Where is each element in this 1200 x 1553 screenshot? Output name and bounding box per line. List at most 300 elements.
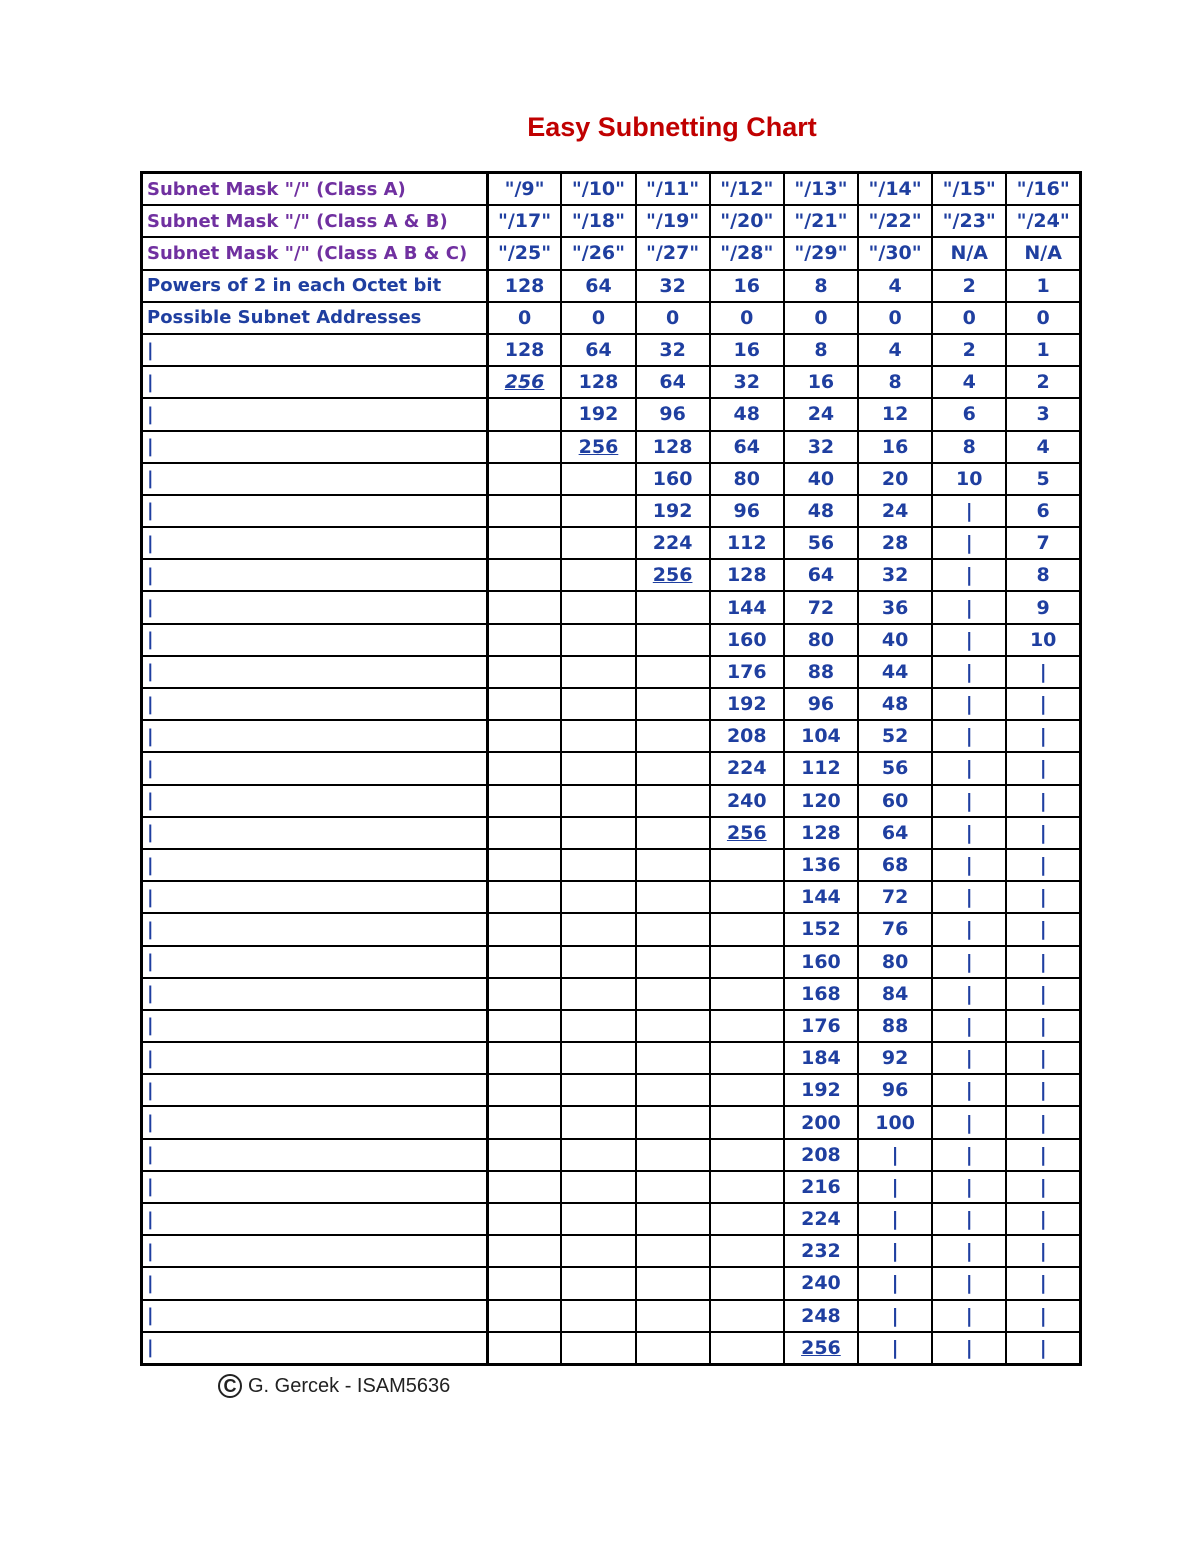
- table-cell: "/13": [784, 173, 858, 206]
- table-cell: 64: [636, 366, 710, 398]
- table-cell: 256: [636, 559, 710, 591]
- table-cell: 8: [784, 270, 858, 302]
- table-cell: [710, 913, 784, 945]
- table-cell: |: [1006, 817, 1080, 849]
- table-cell: 232: [784, 1235, 858, 1267]
- table-cell: 8: [932, 431, 1006, 463]
- table-cell: 80: [858, 946, 932, 978]
- row-label: |: [142, 1139, 488, 1171]
- table-row: [142, 495, 1081, 527]
- table-row: [142, 1074, 1081, 1106]
- table-cell: 144: [710, 591, 784, 623]
- table-cell: [487, 1139, 561, 1171]
- table-cell: |: [1006, 688, 1080, 720]
- table-cell: [487, 495, 561, 527]
- table-cell: |: [932, 720, 1006, 752]
- table-cell: 176: [784, 1010, 858, 1042]
- table-cell: 256: [784, 1332, 858, 1365]
- table-row: [142, 849, 1081, 881]
- row-label: |: [142, 688, 488, 720]
- table-cell: [561, 1332, 635, 1365]
- table-cell: [561, 849, 635, 881]
- table-cell: 6: [932, 398, 1006, 430]
- table-cell: "/14": [858, 173, 932, 206]
- table-cell: 68: [858, 849, 932, 881]
- table-cell: 28: [858, 527, 932, 559]
- table-cell: 224: [784, 1203, 858, 1235]
- table-cell: "/22": [858, 205, 932, 237]
- table-cell: [487, 1074, 561, 1106]
- table-cell: [487, 624, 561, 656]
- table-cell: 4: [932, 366, 1006, 398]
- table-cell: [487, 1203, 561, 1235]
- table-row: [142, 431, 1081, 463]
- row-label: |: [142, 913, 488, 945]
- table-cell: [710, 1139, 784, 1171]
- table-row: [142, 688, 1081, 720]
- table-cell: |: [1006, 913, 1080, 945]
- row-label: |: [142, 624, 488, 656]
- table-cell: 208: [710, 720, 784, 752]
- table-cell: |: [1006, 946, 1080, 978]
- table-cell: 192: [784, 1074, 858, 1106]
- table-row: [142, 559, 1081, 591]
- table-cell: |: [858, 1139, 932, 1171]
- table-cell: 48: [710, 398, 784, 430]
- table-cell: [487, 1235, 561, 1267]
- table-row: [142, 817, 1081, 849]
- table-cell: [561, 720, 635, 752]
- table-cell: "/11": [636, 173, 710, 206]
- table-row: [142, 463, 1081, 495]
- table-cell: [561, 817, 635, 849]
- table-cell: |: [1006, 785, 1080, 817]
- table-cell: [636, 1267, 710, 1299]
- table-cell: "/29": [784, 237, 858, 269]
- table-cell: [636, 624, 710, 656]
- table-cell: 2: [932, 334, 1006, 366]
- table-cell: 224: [636, 527, 710, 559]
- table-cell: 60: [858, 785, 932, 817]
- table-cell: 96: [636, 398, 710, 430]
- table-cell: [636, 1235, 710, 1267]
- table-cell: [487, 1332, 561, 1365]
- table-cell: "/24": [1006, 205, 1080, 237]
- table-cell: |: [1006, 1171, 1080, 1203]
- table-cell: |: [1006, 1300, 1080, 1332]
- table-cell: 248: [784, 1300, 858, 1332]
- table-cell: 0: [561, 302, 635, 334]
- table-cell: "/19": [636, 205, 710, 237]
- table-cell: [487, 785, 561, 817]
- table-cell: |: [932, 946, 1006, 978]
- table-cell: [487, 817, 561, 849]
- table-row: [142, 720, 1081, 752]
- row-label: |: [142, 785, 488, 817]
- table-cell: 92: [858, 1042, 932, 1074]
- table-cell: 120: [784, 785, 858, 817]
- table-cell: 10: [932, 463, 1006, 495]
- table-cell: 224: [710, 752, 784, 784]
- table-cell: [710, 1042, 784, 1074]
- row-label: |: [142, 398, 488, 430]
- table-cell: |: [932, 1106, 1006, 1138]
- table-cell: "/12": [710, 173, 784, 206]
- row-label: |: [142, 881, 488, 913]
- table-cell: [710, 1267, 784, 1299]
- table-cell: |: [932, 624, 1006, 656]
- table-cell: [636, 946, 710, 978]
- table-cell: |: [932, 1074, 1006, 1106]
- copyright-notice: [218, 1374, 450, 1398]
- table-cell: [636, 1074, 710, 1106]
- table-cell: |: [932, 1267, 1006, 1299]
- table-cell: 5: [1006, 463, 1080, 495]
- table-cell: |: [932, 688, 1006, 720]
- row-label: |: [142, 334, 488, 366]
- table-row: [142, 237, 1081, 269]
- table-cell: [636, 978, 710, 1010]
- table-row: [142, 785, 1081, 817]
- table-row: [142, 527, 1081, 559]
- table-cell: [561, 1171, 635, 1203]
- table-cell: 0: [636, 302, 710, 334]
- table-cell: |: [1006, 849, 1080, 881]
- table-cell: 200: [784, 1106, 858, 1138]
- table-cell: "/15": [932, 173, 1006, 206]
- table-cell: 44: [858, 656, 932, 688]
- row-label: |: [142, 463, 488, 495]
- table-cell: 176: [710, 656, 784, 688]
- table-cell: [487, 463, 561, 495]
- table-cell: |: [932, 527, 1006, 559]
- table-cell: N/A: [932, 237, 1006, 269]
- table-cell: 7: [1006, 527, 1080, 559]
- table-cell: 0: [858, 302, 932, 334]
- row-label: |: [142, 720, 488, 752]
- table-cell: 96: [858, 1074, 932, 1106]
- table-cell: 256: [487, 366, 561, 398]
- table-cell: [561, 591, 635, 623]
- table-cell: [561, 1203, 635, 1235]
- table-cell: [561, 752, 635, 784]
- table-cell: [487, 1267, 561, 1299]
- table-cell: 32: [710, 366, 784, 398]
- table-cell: "/10": [561, 173, 635, 206]
- table-cell: [710, 1235, 784, 1267]
- table-cell: 40: [784, 463, 858, 495]
- table-cell: [710, 1171, 784, 1203]
- table-cell: "/20": [710, 205, 784, 237]
- table-cell: 16: [710, 334, 784, 366]
- table-cell: N/A: [1006, 237, 1080, 269]
- table-cell: 32: [784, 431, 858, 463]
- table-cell: [487, 591, 561, 623]
- subnetting-table: [140, 171, 1082, 1366]
- table-row: [142, 270, 1081, 302]
- row-label: Possible Subnet Addresses: [142, 302, 488, 334]
- table-cell: |: [858, 1267, 932, 1299]
- table-cell: [710, 1203, 784, 1235]
- table-row: [142, 1139, 1081, 1171]
- table-cell: [561, 624, 635, 656]
- table-cell: 4: [858, 270, 932, 302]
- table-cell: [636, 1042, 710, 1074]
- table-cell: |: [932, 913, 1006, 945]
- table-cell: |: [1006, 1332, 1080, 1365]
- table-cell: |: [858, 1203, 932, 1235]
- table-row: [142, 398, 1081, 430]
- table-cell: [710, 1300, 784, 1332]
- table-cell: 4: [1006, 431, 1080, 463]
- table-row: [142, 1106, 1081, 1138]
- table-cell: |: [932, 591, 1006, 623]
- row-label: |: [142, 978, 488, 1010]
- table-cell: "/23": [932, 205, 1006, 237]
- table-cell: "/18": [561, 205, 635, 237]
- table-cell: 52: [858, 720, 932, 752]
- table-cell: 56: [858, 752, 932, 784]
- table-cell: 104: [784, 720, 858, 752]
- row-label: |: [142, 431, 488, 463]
- table-cell: |: [1006, 978, 1080, 1010]
- table-cell: "/25": [487, 237, 561, 269]
- table-cell: |: [858, 1171, 932, 1203]
- table-cell: 16: [858, 431, 932, 463]
- table-row: [142, 656, 1081, 688]
- table-cell: 72: [858, 881, 932, 913]
- table-row: [142, 205, 1081, 237]
- table-cell: [710, 849, 784, 881]
- table-cell: [710, 1074, 784, 1106]
- table-cell: [487, 849, 561, 881]
- table-cell: 168: [784, 978, 858, 1010]
- table-row: [142, 1332, 1081, 1365]
- table-row: [142, 302, 1081, 334]
- table-cell: 6: [1006, 495, 1080, 527]
- table-cell: [636, 1203, 710, 1235]
- table-cell: 128: [487, 334, 561, 366]
- table-cell: |: [1006, 1010, 1080, 1042]
- table-cell: |: [932, 495, 1006, 527]
- row-label: |: [142, 1235, 488, 1267]
- table-cell: 2: [1006, 366, 1080, 398]
- row-label: |: [142, 527, 488, 559]
- table-cell: 24: [858, 495, 932, 527]
- table-cell: |: [1006, 656, 1080, 688]
- table-cell: |: [1006, 1203, 1080, 1235]
- table-cell: [561, 527, 635, 559]
- row-label: Powers of 2 in each Octet bit: [142, 270, 488, 302]
- row-label: |: [142, 1074, 488, 1106]
- row-label: |: [142, 1332, 488, 1365]
- row-label: |: [142, 1010, 488, 1042]
- table-cell: [636, 913, 710, 945]
- row-label: |: [142, 495, 488, 527]
- table-cell: 64: [710, 431, 784, 463]
- table-cell: |: [932, 978, 1006, 1010]
- table-cell: 0: [932, 302, 1006, 334]
- table-cell: 128: [561, 366, 635, 398]
- table-cell: |: [932, 1332, 1006, 1365]
- table-row: [142, 881, 1081, 913]
- row-label: |: [142, 1171, 488, 1203]
- table-cell: [561, 463, 635, 495]
- table-cell: [487, 752, 561, 784]
- table-cell: 10: [1006, 624, 1080, 656]
- table-cell: [487, 1106, 561, 1138]
- table-cell: [561, 1235, 635, 1267]
- table-cell: "/17": [487, 205, 561, 237]
- chart-title: Easy Subnetting Chart: [527, 112, 817, 142]
- table-cell: 88: [784, 656, 858, 688]
- table-cell: [636, 1300, 710, 1332]
- table-cell: |: [932, 752, 1006, 784]
- table-cell: |: [1006, 752, 1080, 784]
- table-cell: "/28": [710, 237, 784, 269]
- table-cell: 128: [487, 270, 561, 302]
- table-cell: 100: [858, 1106, 932, 1138]
- table-cell: 240: [784, 1267, 858, 1299]
- table-cell: 8: [1006, 559, 1080, 591]
- table-cell: 3: [1006, 398, 1080, 430]
- table-cell: 128: [636, 431, 710, 463]
- copyright-text: G. Gercek - ISAM5636: [248, 1374, 451, 1397]
- table-cell: [561, 1139, 635, 1171]
- table-cell: 12: [858, 398, 932, 430]
- table-cell: 20: [858, 463, 932, 495]
- table-cell: 8: [784, 334, 858, 366]
- table-row: [142, 1010, 1081, 1042]
- row-label: |: [142, 656, 488, 688]
- table-cell: [561, 688, 635, 720]
- table-cell: 0: [710, 302, 784, 334]
- table-cell: [636, 881, 710, 913]
- table-cell: [487, 720, 561, 752]
- table-cell: 192: [710, 688, 784, 720]
- table-cell: |: [932, 1203, 1006, 1235]
- table-cell: |: [932, 656, 1006, 688]
- table-cell: [710, 881, 784, 913]
- table-cell: 160: [710, 624, 784, 656]
- table-cell: [636, 1171, 710, 1203]
- table-row: [142, 366, 1081, 398]
- table-cell: [561, 1042, 635, 1074]
- row-label: |: [142, 1042, 488, 1074]
- table-cell: 1: [1006, 334, 1080, 366]
- table-cell: 0: [784, 302, 858, 334]
- table-cell: |: [1006, 1106, 1080, 1138]
- table-cell: 128: [710, 559, 784, 591]
- table-cell: |: [932, 1139, 1006, 1171]
- table-row: [142, 591, 1081, 623]
- table-cell: [636, 1139, 710, 1171]
- row-label: Subnet Mask "/" (Class A B & C): [142, 237, 488, 269]
- table-cell: [487, 881, 561, 913]
- table-cell: 88: [858, 1010, 932, 1042]
- table-cell: |: [858, 1300, 932, 1332]
- row-label: |: [142, 1300, 488, 1332]
- table-cell: [636, 817, 710, 849]
- table-cell: 64: [561, 334, 635, 366]
- table-cell: [487, 656, 561, 688]
- table-cell: |: [1006, 720, 1080, 752]
- table-cell: [710, 978, 784, 1010]
- table-cell: [487, 913, 561, 945]
- table-cell: 96: [710, 495, 784, 527]
- table-cell: [636, 785, 710, 817]
- table-cell: [636, 1332, 710, 1365]
- table-cell: 1: [1006, 270, 1080, 302]
- table-cell: |: [1006, 1139, 1080, 1171]
- table-cell: 32: [636, 334, 710, 366]
- row-label: Subnet Mask "/" (Class A): [142, 173, 488, 206]
- table-cell: [487, 1300, 561, 1332]
- row-label: |: [142, 366, 488, 398]
- table-cell: [561, 881, 635, 913]
- table-cell: [487, 1010, 561, 1042]
- table-cell: [636, 656, 710, 688]
- row-label: Subnet Mask "/" (Class A & B): [142, 205, 488, 237]
- table-row: [142, 1042, 1081, 1074]
- table-cell: [636, 688, 710, 720]
- table-cell: 24: [784, 398, 858, 430]
- table-cell: [561, 1010, 635, 1042]
- table-cell: [487, 559, 561, 591]
- table-cell: |: [1006, 1042, 1080, 1074]
- row-label: |: [142, 591, 488, 623]
- table-row: [142, 1267, 1081, 1299]
- table-cell: |: [1006, 881, 1080, 913]
- table-cell: 152: [784, 913, 858, 945]
- table-cell: |: [858, 1332, 932, 1365]
- table-cell: |: [858, 1235, 932, 1267]
- table-cell: 56: [784, 527, 858, 559]
- table-row: [142, 624, 1081, 656]
- table-cell: [561, 495, 635, 527]
- table-cell: "/16": [1006, 173, 1080, 206]
- table-cell: [561, 1267, 635, 1299]
- table-cell: 240: [710, 785, 784, 817]
- table-cell: 80: [710, 463, 784, 495]
- table-row: [142, 1171, 1081, 1203]
- table-row: [142, 913, 1081, 945]
- table-cell: 40: [858, 624, 932, 656]
- table-cell: [710, 1106, 784, 1138]
- table-cell: 256: [710, 817, 784, 849]
- table-cell: [487, 1171, 561, 1203]
- table-cell: [487, 527, 561, 559]
- table-cell: 96: [784, 688, 858, 720]
- table-cell: 144: [784, 881, 858, 913]
- table-cell: 36: [858, 591, 932, 623]
- table-cell: [710, 1332, 784, 1365]
- table-cell: [561, 978, 635, 1010]
- row-label: |: [142, 752, 488, 784]
- table-cell: 64: [858, 817, 932, 849]
- table-cell: [487, 946, 561, 978]
- table-cell: |: [932, 559, 1006, 591]
- table-cell: 76: [858, 913, 932, 945]
- table-cell: [636, 591, 710, 623]
- table-cell: |: [1006, 1235, 1080, 1267]
- table-cell: [636, 752, 710, 784]
- table-cell: 80: [784, 624, 858, 656]
- table-cell: "/27": [636, 237, 710, 269]
- table-cell: 8: [858, 366, 932, 398]
- row-label: |: [142, 817, 488, 849]
- table-row: [142, 978, 1081, 1010]
